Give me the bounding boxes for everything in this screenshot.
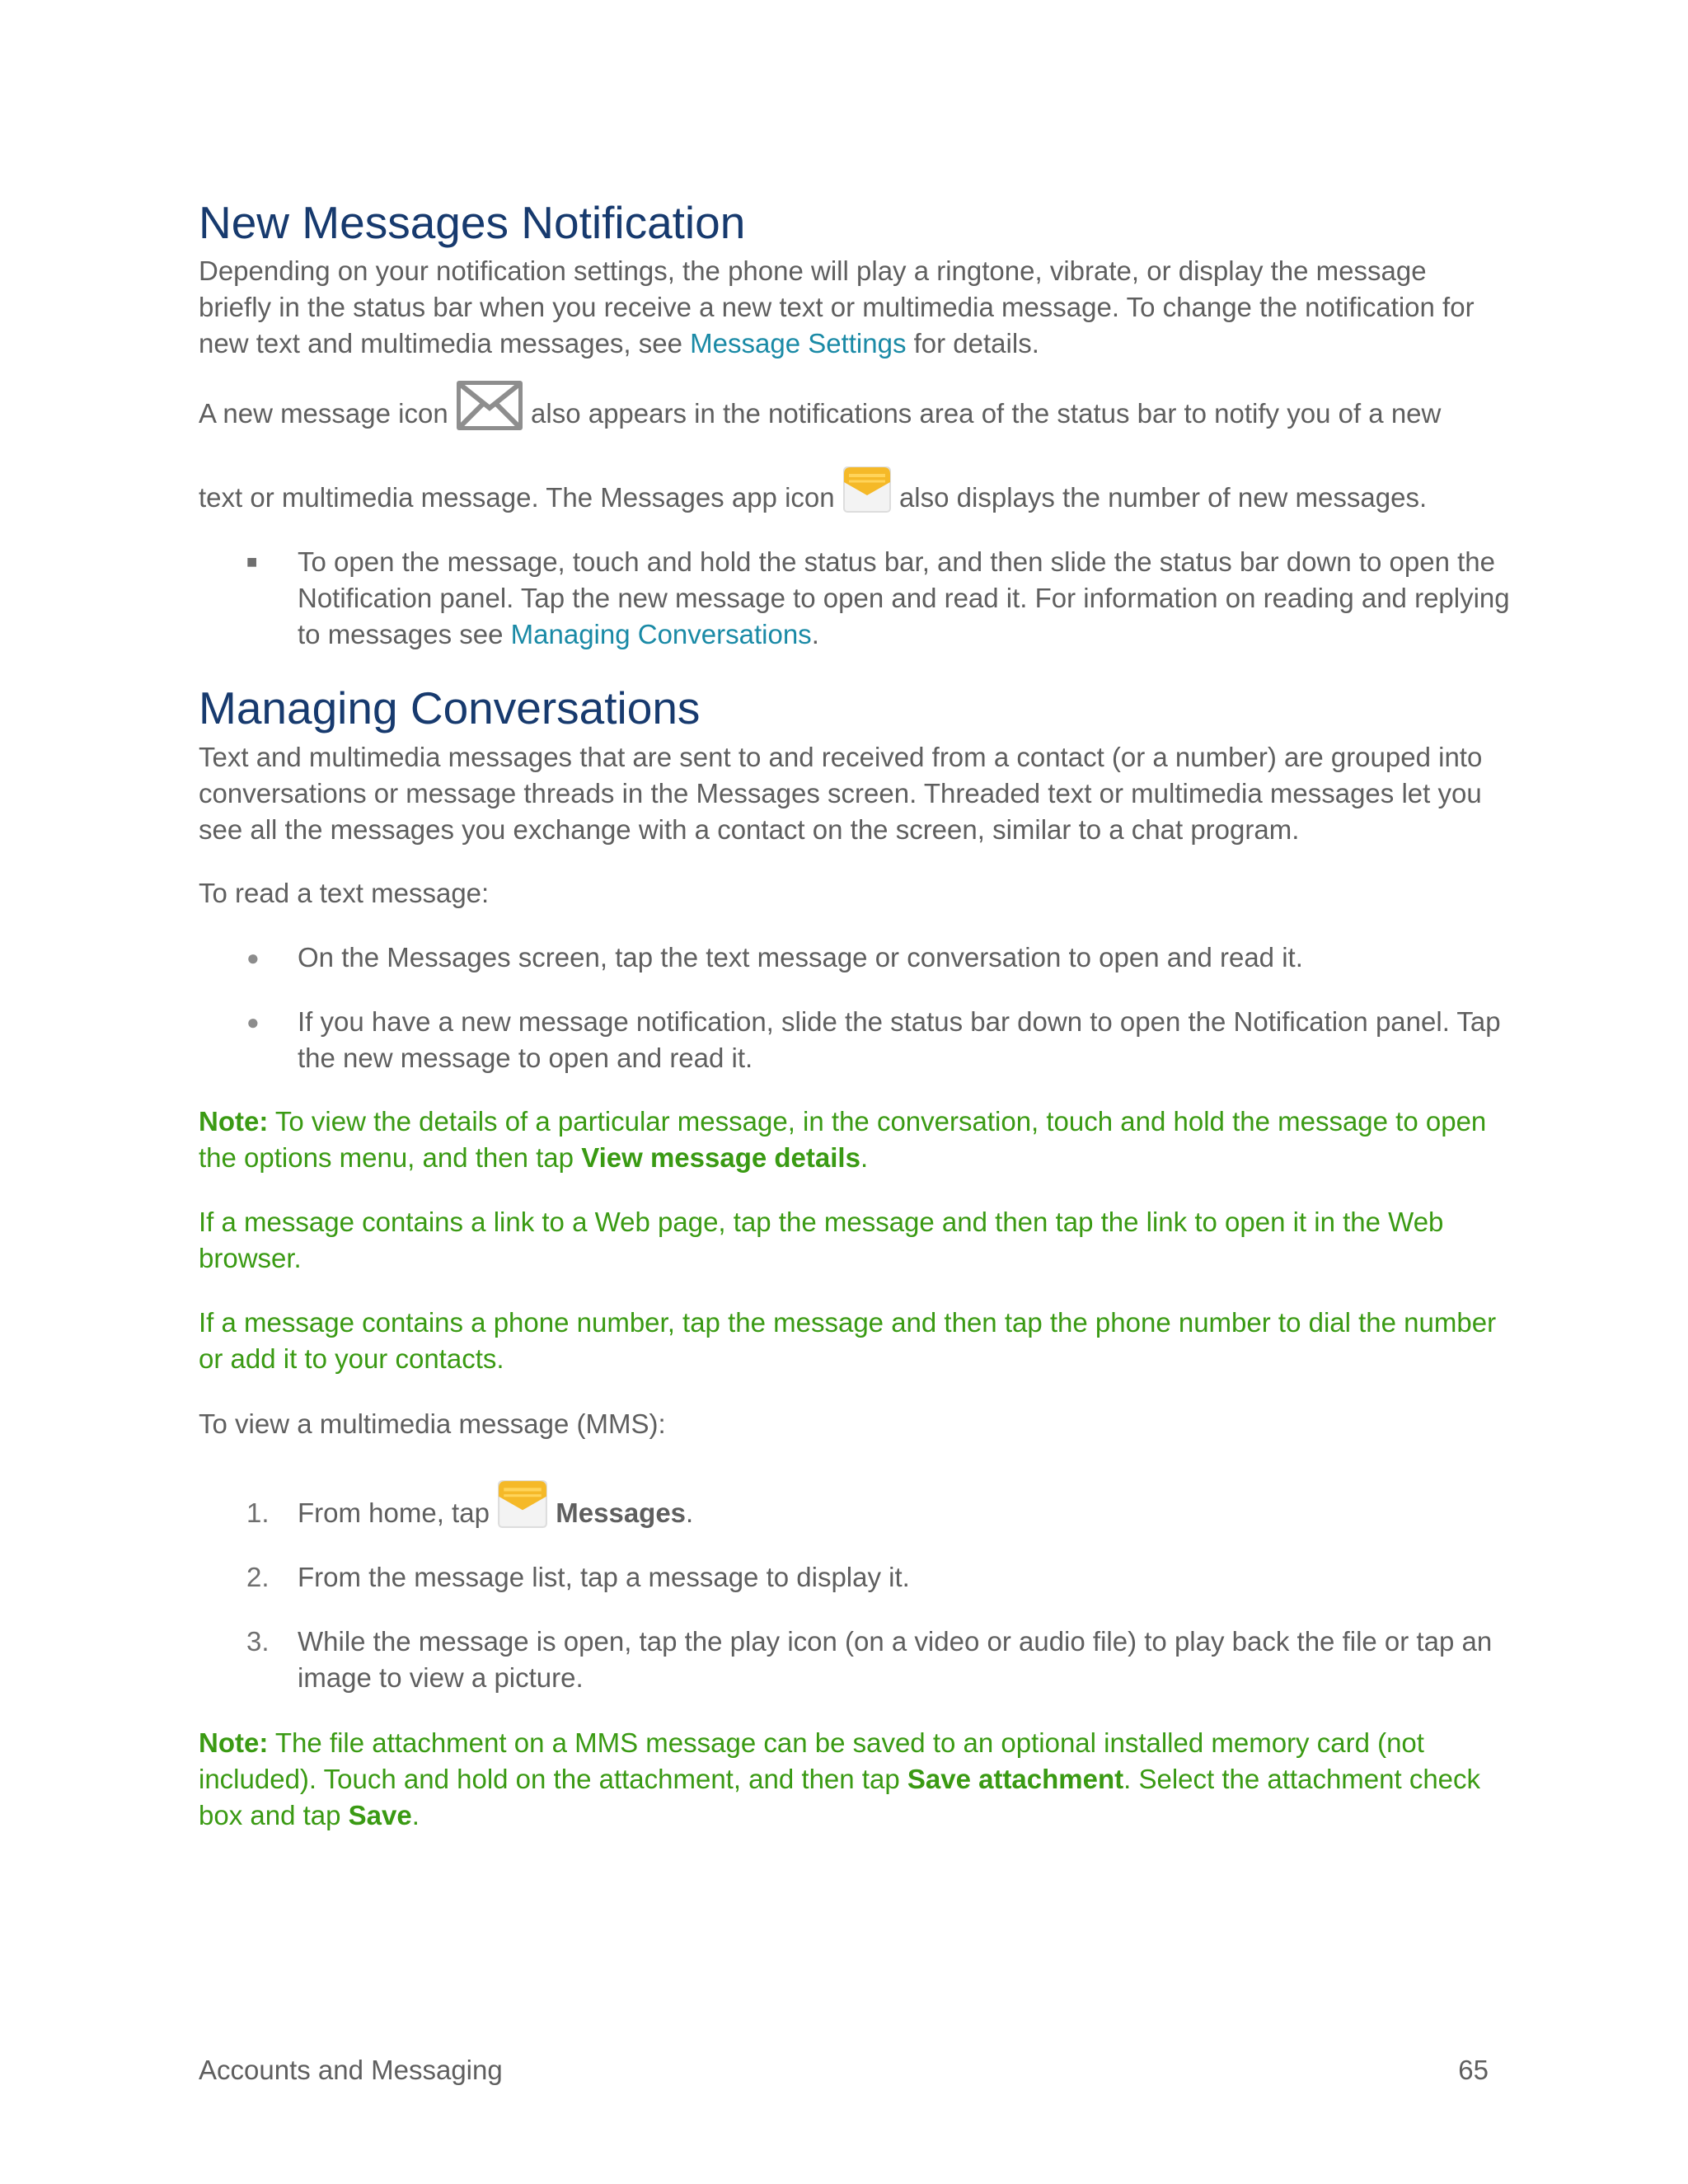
numbered-list-mms xyxy=(199,1495,1517,1696)
note-view-details: Note: To view the details of a particular message, in the conversation, touch and hold the message to open the options menu, and then tap View message details. xyxy=(199,1106,1487,1173)
footer-page-number: 65 xyxy=(1458,2055,1489,2085)
paragraph-mms-title: To view a multimedia message (MMS): xyxy=(199,1408,666,1439)
link-message-settings[interactable]: Message Settings xyxy=(690,328,907,359)
heading-managing-conversations: Managing Conversations xyxy=(199,682,701,733)
list-item: ■ To open the message, touch and hold the status bar, and then slide the status bar down to open the Notification panel. Tap the new message to open and read it. For information on reading and replying to messages see Managing Conversations. xyxy=(199,544,1517,653)
bullet-list-read-message xyxy=(199,940,1517,1076)
list-item: 2. From the message list, tap a message to display it. xyxy=(246,1562,910,1592)
heading-new-messages-notification: New Messages Notification xyxy=(199,197,746,248)
dot-bullet-icon: ● xyxy=(246,945,260,970)
envelope-icon xyxy=(456,380,523,431)
note-phone-number: If a message contains a phone number, tap the message and then tap the phone number to dial the number or add it to your contacts. xyxy=(199,1307,1497,1374)
page-footer xyxy=(199,2052,1489,2088)
note-save-attachment: Note: The file attachment on a MMS message can be saved to an optional installed memory card (not included). Touch and hold on the attachment, and then tap Save attachment. Select the attachment check box and tap Save. xyxy=(199,1727,1481,1830)
messages-app-icon xyxy=(842,464,892,513)
paragraph-read-title: To read a text message: xyxy=(199,878,490,908)
list-item: 3. While the message is open, tap the play icon (on a video or audio file) to play back the file or tap an image to view a picture. xyxy=(246,1626,1493,1693)
messages-app-icon xyxy=(497,1478,548,1529)
link-managing-conversations[interactable]: Managing Conversations xyxy=(510,619,812,649)
bullet-list-open-message xyxy=(199,544,1517,653)
list-item: ● On the Messages screen, tap the text message or conversation to open and read it. xyxy=(199,940,1517,976)
paragraph-notification-settings: Depending on your notification settings, the phone will play a ringtone, vibrate, or display the message briefly in the status bar when you receive a new text or multimedia message. To change the notification for new text and multimedia messages, see Message Settings for details. xyxy=(199,255,1475,359)
list-item: 1. From home, tap Messages. xyxy=(199,1495,1517,1531)
dot-bullet-icon: ● xyxy=(246,1010,260,1034)
paragraph-conversations-intro: Text and multimedia messages that are sent to and received from a contact (or a number) are grouped into conversations or message threads in the Messages screen. Threaded text or multimedia messages let you see all the messages you exchange with a contact on the screen, similar to a chat program. xyxy=(199,742,1483,845)
paragraph-new-message-icon: A new message icon also appears in the notifications area of the status bar to notify you of a new xyxy=(199,396,1517,432)
list-item: ● If you have a new message notification, slide the status bar down to open the Notification panel. Tap the new message to open and read it. xyxy=(199,1004,1517,1076)
note-web-link: If a message contains a link to a Web page, tap the message and then tap the link to open it in the Web browser. xyxy=(199,1207,1444,1273)
footer-section-name: Accounts and Messaging xyxy=(199,2055,503,2085)
square-bullet-icon: ■ xyxy=(246,551,258,572)
paragraph-messages-app-icon: text or multimedia message. The Messages app icon also displays the number of new messages. xyxy=(199,480,1517,516)
